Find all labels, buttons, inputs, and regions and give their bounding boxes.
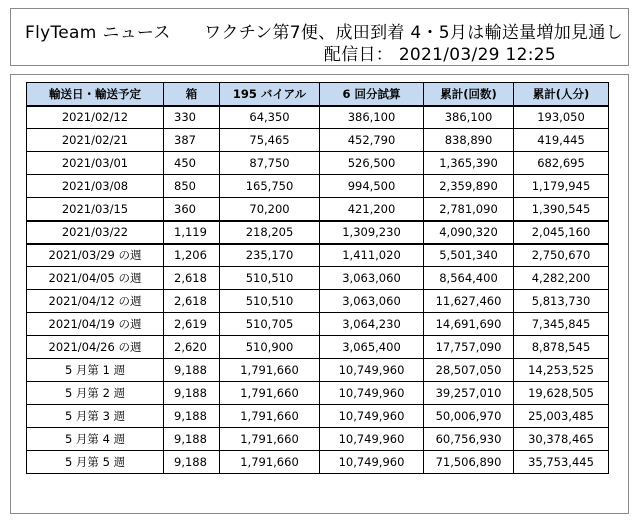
published-date: 2021/03/29 12:25 <box>398 45 556 65</box>
cell-cumulative-people: 19,628,505 <box>514 382 609 405</box>
cell-boxes: 1,206 <box>164 244 220 267</box>
cell-doses: 1,309,230 <box>320 221 424 244</box>
cell-cumulative-doses: 14,691,690 <box>424 313 514 336</box>
cell-cumulative-doses: 60,756,930 <box>424 428 514 451</box>
cell-cumulative-people: 4,282,200 <box>514 267 609 290</box>
cell-boxes: 9,188 <box>164 359 220 382</box>
cell-date: 2021/03/08 <box>27 175 164 198</box>
cell-boxes: 2,619 <box>164 313 220 336</box>
cell-vials: 70,200 <box>220 198 320 221</box>
cell-doses: 10,749,960 <box>320 451 424 474</box>
cell-cumulative-doses: 11,627,460 <box>424 290 514 313</box>
table-row <box>27 244 609 267</box>
cell-date: 2021/04/12 の週 <box>27 290 164 313</box>
vaccine-shipment-table <box>26 82 609 474</box>
cell-boxes: 9,188 <box>164 451 220 474</box>
cell-cumulative-people: 419,445 <box>514 129 609 152</box>
table-row <box>27 198 609 221</box>
table-row <box>27 290 609 313</box>
cell-cumulative-doses: 71,506,890 <box>424 451 514 474</box>
cell-boxes: 1,119 <box>164 221 220 244</box>
cell-cumulative-doses: 1,365,390 <box>424 152 514 175</box>
cell-cumulative-people: 14,253,525 <box>514 359 609 382</box>
col-header-vials: 195 バイアル <box>220 83 320 106</box>
cell-date: 2021/02/21 <box>27 129 164 152</box>
cell-boxes: 9,188 <box>164 428 220 451</box>
cell-doses: 3,063,060 <box>320 267 424 290</box>
cell-vials: 64,350 <box>220 106 320 129</box>
table-row <box>27 221 609 244</box>
cell-vials: 510,900 <box>220 336 320 359</box>
cell-doses: 10,749,960 <box>320 382 424 405</box>
cell-boxes: 330 <box>164 106 220 129</box>
table-row <box>27 152 609 175</box>
cell-doses: 3,063,060 <box>320 290 424 313</box>
cell-date: 2021/04/05 の週 <box>27 267 164 290</box>
cell-doses: 10,749,960 <box>320 428 424 451</box>
cell-cumulative-people: 682,695 <box>514 152 609 175</box>
cell-boxes: 2,620 <box>164 336 220 359</box>
cell-doses: 1,411,020 <box>320 244 424 267</box>
cell-vials: 1,791,660 <box>220 405 320 428</box>
table-row <box>27 451 609 474</box>
cell-boxes: 387 <box>164 129 220 152</box>
cell-cumulative-doses: 8,564,400 <box>424 267 514 290</box>
cell-cumulative-people: 5,813,730 <box>514 290 609 313</box>
cell-vials: 87,750 <box>220 152 320 175</box>
table-row <box>27 129 609 152</box>
cell-cumulative-people: 25,003,485 <box>514 405 609 428</box>
col-header-cumulative-doses: 累計(回数) <box>424 83 514 106</box>
cell-boxes: 450 <box>164 152 220 175</box>
cell-cumulative-people: 8,878,545 <box>514 336 609 359</box>
news-header <box>10 8 629 66</box>
cell-cumulative-doses: 386,100 <box>424 106 514 129</box>
table-row <box>27 359 609 382</box>
cell-boxes: 9,188 <box>164 382 220 405</box>
cell-cumulative-doses: 5,501,340 <box>424 244 514 267</box>
cell-boxes: 2,618 <box>164 290 220 313</box>
table-row <box>27 313 609 336</box>
cell-boxes: 2,618 <box>164 267 220 290</box>
cell-date: 2021/03/22 <box>27 221 164 244</box>
cell-vials: 510,510 <box>220 267 320 290</box>
cell-cumulative-doses: 2,781,090 <box>424 198 514 221</box>
headline: ワクチン第7便、成田到着 4・5月は輸送量増加見通し <box>204 23 623 43</box>
cell-date: 2021/03/29 の週 <box>27 244 164 267</box>
cell-date: 2021/04/26 の週 <box>27 336 164 359</box>
cell-doses: 3,065,400 <box>320 336 424 359</box>
cell-vials: 165,750 <box>220 175 320 198</box>
cell-cumulative-people: 2,045,160 <box>514 221 609 244</box>
cell-vials: 1,791,660 <box>220 428 320 451</box>
cell-date: 2021/02/12 <box>27 106 164 129</box>
cell-cumulative-doses: 2,359,890 <box>424 175 514 198</box>
cell-date: 2021/03/01 <box>27 152 164 175</box>
cell-doses: 10,749,960 <box>320 405 424 428</box>
cell-doses: 452,790 <box>320 129 424 152</box>
col-header-date: 輸送日・輸送予定 <box>27 83 164 106</box>
cell-vials: 510,705 <box>220 313 320 336</box>
cell-date: 5 月第 5 週 <box>27 451 164 474</box>
cell-cumulative-doses: 17,757,090 <box>424 336 514 359</box>
col-header-boxes: 箱 <box>164 83 220 106</box>
cell-cumulative-doses: 838,890 <box>424 129 514 152</box>
cell-date: 5 月第 1 週 <box>27 359 164 382</box>
cell-doses: 526,500 <box>320 152 424 175</box>
section-label: ニュース <box>102 23 171 43</box>
cell-boxes: 850 <box>164 175 220 198</box>
cell-cumulative-people: 1,179,945 <box>514 175 609 198</box>
cell-vials: 75,465 <box>220 129 320 152</box>
cell-doses: 421,200 <box>320 198 424 221</box>
table-row <box>27 428 609 451</box>
cell-date: 5 月第 3 週 <box>27 405 164 428</box>
cell-cumulative-people: 193,050 <box>514 106 609 129</box>
cell-cumulative-people: 7,345,845 <box>514 313 609 336</box>
cell-vials: 510,510 <box>220 290 320 313</box>
cell-doses: 386,100 <box>320 106 424 129</box>
cell-boxes: 360 <box>164 198 220 221</box>
cell-cumulative-people: 30,378,465 <box>514 428 609 451</box>
table-row <box>27 267 609 290</box>
published-line <box>324 40 556 65</box>
cell-doses: 10,749,960 <box>320 359 424 382</box>
table-row <box>27 405 609 428</box>
cell-date: 5 月第 2 週 <box>27 382 164 405</box>
cell-cumulative-people: 1,390,545 <box>514 198 609 221</box>
cell-cumulative-people: 2,750,670 <box>514 244 609 267</box>
cell-date: 2021/03/15 <box>27 198 164 221</box>
table-row <box>27 382 609 405</box>
cell-date: 2021/04/19 の週 <box>27 313 164 336</box>
table-row <box>27 336 609 359</box>
cell-vials: 235,170 <box>220 244 320 267</box>
cell-vials: 1,791,660 <box>220 382 320 405</box>
published-label: 配信日： <box>323 45 394 65</box>
col-header-cumulative-people: 累計(人分) <box>514 83 609 106</box>
cell-vials: 218,205 <box>220 221 320 244</box>
table-row <box>27 175 609 198</box>
cell-date: 5 月第 4 週 <box>27 428 164 451</box>
cell-cumulative-doses: 28,507,050 <box>424 359 514 382</box>
cell-boxes: 9,188 <box>164 405 220 428</box>
cell-cumulative-people: 35,753,445 <box>514 451 609 474</box>
cell-vials: 1,791,660 <box>220 359 320 382</box>
cell-vials: 1,791,660 <box>220 451 320 474</box>
cell-cumulative-doses: 39,257,010 <box>424 382 514 405</box>
brand-name: FlyTeam <box>25 23 97 43</box>
cell-cumulative-doses: 4,090,320 <box>424 221 514 244</box>
cell-doses: 3,064,230 <box>320 313 424 336</box>
table-body <box>27 106 609 474</box>
cell-cumulative-doses: 50,006,970 <box>424 405 514 428</box>
col-header-doses: 6 回分試算 <box>320 83 424 106</box>
table-header-row <box>27 83 609 106</box>
table-row <box>27 106 609 129</box>
cell-doses: 994,500 <box>320 175 424 198</box>
